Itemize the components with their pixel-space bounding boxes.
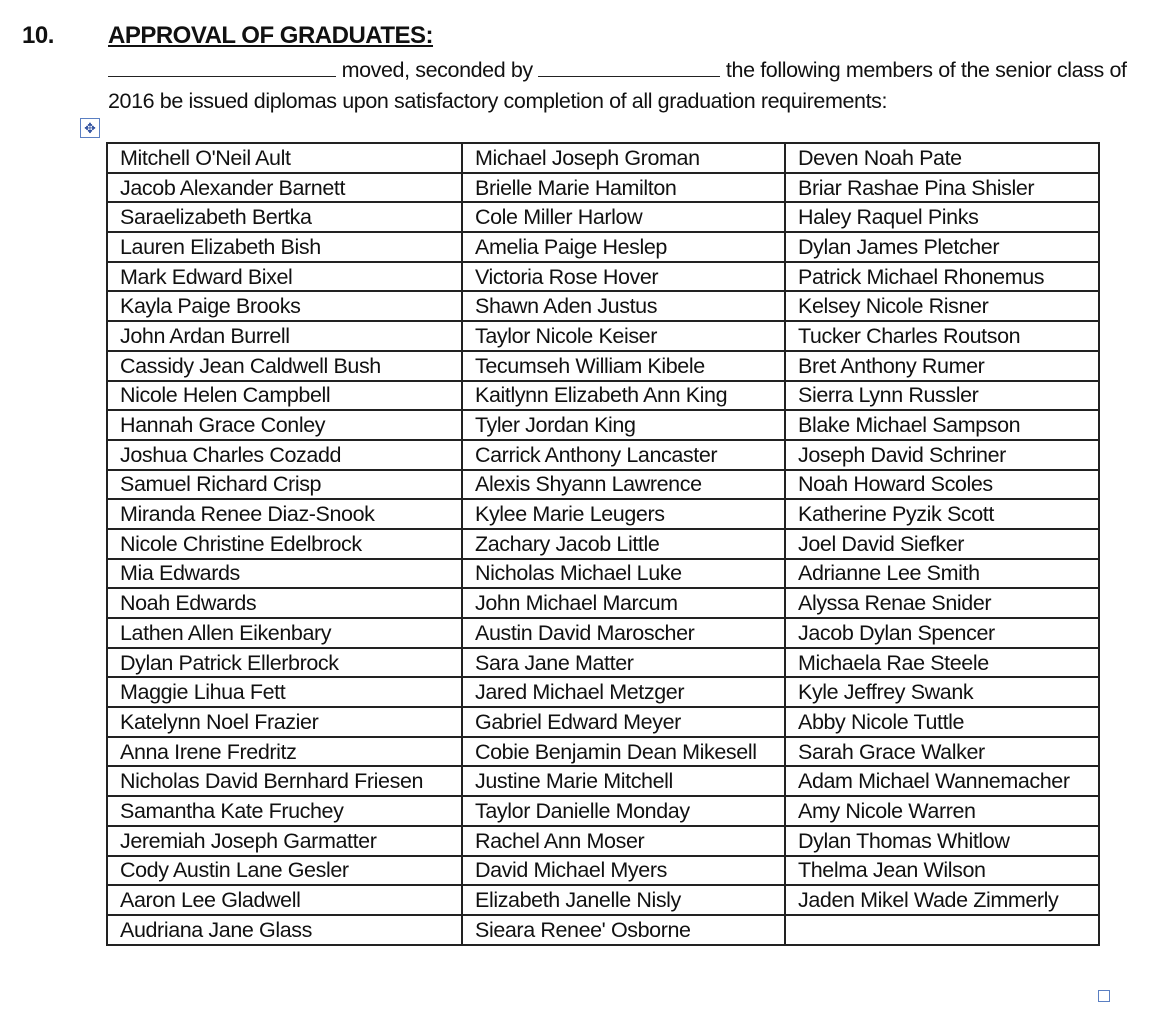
graduate-name-cell: Joseph David Schriner: [785, 440, 1099, 470]
graduate-name-cell: Taylor Danielle Monday: [462, 796, 785, 826]
graduate-name-cell: Jacob Alexander Barnett: [107, 173, 462, 203]
graduate-name-cell: Abby Nicole Tuttle: [785, 707, 1099, 737]
graduate-name-cell: Kaitlynn Elizabeth Ann King: [462, 381, 785, 411]
graduate-name-cell: Adrianne Lee Smith: [785, 559, 1099, 589]
table-row: [107, 915, 1099, 945]
graduate-name-cell: Justine Marie Mitchell: [462, 766, 785, 796]
graduate-name-cell: Rachel Ann Moser: [462, 826, 785, 856]
graduate-name-cell: Dylan James Pletcher: [785, 232, 1099, 262]
table-row: [107, 499, 1099, 529]
graduate-name-cell: Cody Austin Lane Gesler: [107, 856, 462, 886]
graduate-name-cell: John Ardan Burrell: [107, 321, 462, 351]
graduate-name-cell: Lauren Elizabeth Bish: [107, 232, 462, 262]
graduate-name-cell: Nicole Helen Campbell: [107, 381, 462, 411]
table-row: [107, 677, 1099, 707]
table-row: [107, 321, 1099, 351]
graduate-name-cell: Elizabeth Janelle Nisly: [462, 885, 785, 915]
graduate-name-cell: Zachary Jacob Little: [462, 529, 785, 559]
graduate-name-cell: Blake Michael Sampson: [785, 410, 1099, 440]
graduate-name-cell: David Michael Myers: [462, 856, 785, 886]
graduate-name-cell: Adam Michael Wannemacher: [785, 766, 1099, 796]
graduate-name-cell: Sierra Lynn Russler: [785, 381, 1099, 411]
graduate-name-cell: Nicholas Michael Luke: [462, 559, 785, 589]
graduate-name-cell: Miranda Renee Diaz-Snook: [107, 499, 462, 529]
graduate-name-cell: Aaron Lee Gladwell: [107, 885, 462, 915]
graduate-name-cell: Lathen Allen Eikenbary: [107, 618, 462, 648]
table-row: [107, 559, 1099, 589]
graduate-name-cell: Kyle Jeffrey Swank: [785, 677, 1099, 707]
table-row: [107, 381, 1099, 411]
graduate-name-cell: Sara Jane Matter: [462, 648, 785, 678]
table-row: [107, 470, 1099, 500]
table-row: [107, 351, 1099, 381]
graduate-name-cell: Kylee Marie Leugers: [462, 499, 785, 529]
graduate-name-cell: Haley Raquel Pinks: [785, 202, 1099, 232]
graduate-name-cell: Jacob Dylan Spencer: [785, 618, 1099, 648]
graduate-name-cell: Cassidy Jean Caldwell Bush: [107, 351, 462, 381]
graduate-name-cell: Victoria Rose Hover: [462, 262, 785, 292]
graduate-name-cell: Jeremiah Joseph Garmatter: [107, 826, 462, 856]
table-row: [107, 618, 1099, 648]
graduate-name-cell: Amelia Paige Heslep: [462, 232, 785, 262]
table-row: [107, 291, 1099, 321]
table-row: [107, 737, 1099, 767]
graduate-name-cell: Samuel Richard Crisp: [107, 470, 462, 500]
graduate-name-cell: Hannah Grace Conley: [107, 410, 462, 440]
graduate-name-cell: Michaela Rae Steele: [785, 648, 1099, 678]
graduate-name-cell: Brielle Marie Hamilton: [462, 173, 785, 203]
graduate-name-cell: Amy Nicole Warren: [785, 796, 1099, 826]
graduate-name-cell: Taylor Nicole Keiser: [462, 321, 785, 351]
graduate-name-cell: Noah Howard Scoles: [785, 470, 1099, 500]
table-row: [107, 796, 1099, 826]
motion-paragraph: [108, 55, 1138, 117]
graduate-name-cell: Thelma Jean Wilson: [785, 856, 1099, 886]
graduates-table-body: [107, 143, 1099, 945]
graduate-name-cell: Nicholas David Bernhard Friesen: [107, 766, 462, 796]
table-row: [107, 232, 1099, 262]
table-row: [107, 173, 1099, 203]
table-row: [107, 529, 1099, 559]
graduate-name-cell: Carrick Anthony Lancaster: [462, 440, 785, 470]
graduate-name-cell: Tyler Jordan King: [462, 410, 785, 440]
table-row: [107, 856, 1099, 886]
table-row: [107, 826, 1099, 856]
resize-square-icon[interactable]: [1098, 990, 1110, 1002]
graduate-name-cell: Joel David Siefker: [785, 529, 1099, 559]
graduate-name-cell: Dylan Thomas Whitlow: [785, 826, 1099, 856]
graduate-name-cell: Mia Edwards: [107, 559, 462, 589]
graduate-name-cell: Katherine Pyzik Scott: [785, 499, 1099, 529]
graduate-name-cell: Nicole Christine Edelbrock: [107, 529, 462, 559]
graduate-name-cell: Anna Irene Fredritz: [107, 737, 462, 767]
graduate-name-cell: Dylan Patrick Ellerbrock: [107, 648, 462, 678]
table-row: [107, 202, 1099, 232]
graduate-name-cell: Kelsey Nicole Risner: [785, 291, 1099, 321]
graduate-name-cell: John Michael Marcum: [462, 588, 785, 618]
graduate-name-cell: Jaden Mikel Wade Zimmerly: [785, 885, 1099, 915]
graduate-name-cell: Sarah Grace Walker: [785, 737, 1099, 767]
graduate-name-cell: Tecumseh William Kibele: [462, 351, 785, 381]
table-row: [107, 648, 1099, 678]
graduate-name-cell: Alyssa Renae Snider: [785, 588, 1099, 618]
graduate-name-cell: Gabriel Edward Meyer: [462, 707, 785, 737]
graduate-name-cell: Cole Miller Harlow: [462, 202, 785, 232]
graduate-name-cell: Tucker Charles Routson: [785, 321, 1099, 351]
motion-text: the following members of the senior class of 2016 be issued diplomas upon satisfactory completion of all graduation requirements:: [108, 58, 1127, 113]
mover-blank: [108, 56, 336, 77]
graduate-name-cell: Sieara Renee' Osborne: [462, 915, 785, 945]
graduate-name-cell: Noah Edwards: [107, 588, 462, 618]
graduate-name-cell: [785, 915, 1099, 945]
moved-text: moved, seconded by: [336, 58, 539, 82]
graduate-name-cell: Maggie Lihua Fett: [107, 677, 462, 707]
graduate-name-cell: Audriana Jane Glass: [107, 915, 462, 945]
table-row: [107, 885, 1099, 915]
graduate-name-cell: Kayla Paige Brooks: [107, 291, 462, 321]
graduate-name-cell: Jared Michael Metzger: [462, 677, 785, 707]
graduate-name-cell: Briar Rashae Pina Shisler: [785, 173, 1099, 203]
graduate-name-cell: Michael Joseph Groman: [462, 143, 785, 173]
table-row: [107, 707, 1099, 737]
graduate-name-cell: Mark Edward Bixel: [107, 262, 462, 292]
table-row: [107, 262, 1099, 292]
seconder-blank: [538, 56, 720, 77]
table-row: [107, 440, 1099, 470]
graduate-name-cell: Saraelizabeth Bertka: [107, 202, 462, 232]
graduate-name-cell: Katelynn Noel Frazier: [107, 707, 462, 737]
graduate-name-cell: Austin David Maroscher: [462, 618, 785, 648]
graduate-name-cell: Alexis Shyann Lawrence: [462, 470, 785, 500]
graduate-name-cell: Mitchell O'Neil Ault: [107, 143, 462, 173]
graduate-name-cell: Bret Anthony Rumer: [785, 351, 1099, 381]
graduate-name-cell: Patrick Michael Rhonemus: [785, 262, 1099, 292]
graduate-name-cell: Cobie Benjamin Dean Mikesell: [462, 737, 785, 767]
graduates-table: [106, 142, 1100, 946]
graduate-name-cell: Samantha Kate Fruchey: [107, 796, 462, 826]
table-row: [107, 410, 1099, 440]
section-heading: APPROVAL OF GRADUATES:: [108, 22, 434, 49]
graduate-name-cell: Joshua Charles Cozadd: [107, 440, 462, 470]
graduate-name-cell: Shawn Aden Justus: [462, 291, 785, 321]
item-number: 10.: [22, 22, 54, 49]
move-arrows-icon[interactable]: ✥: [80, 118, 100, 138]
graduate-name-cell: Deven Noah Pate: [785, 143, 1099, 173]
table-row: [107, 588, 1099, 618]
table-row: [107, 143, 1099, 173]
table-row: [107, 766, 1099, 796]
